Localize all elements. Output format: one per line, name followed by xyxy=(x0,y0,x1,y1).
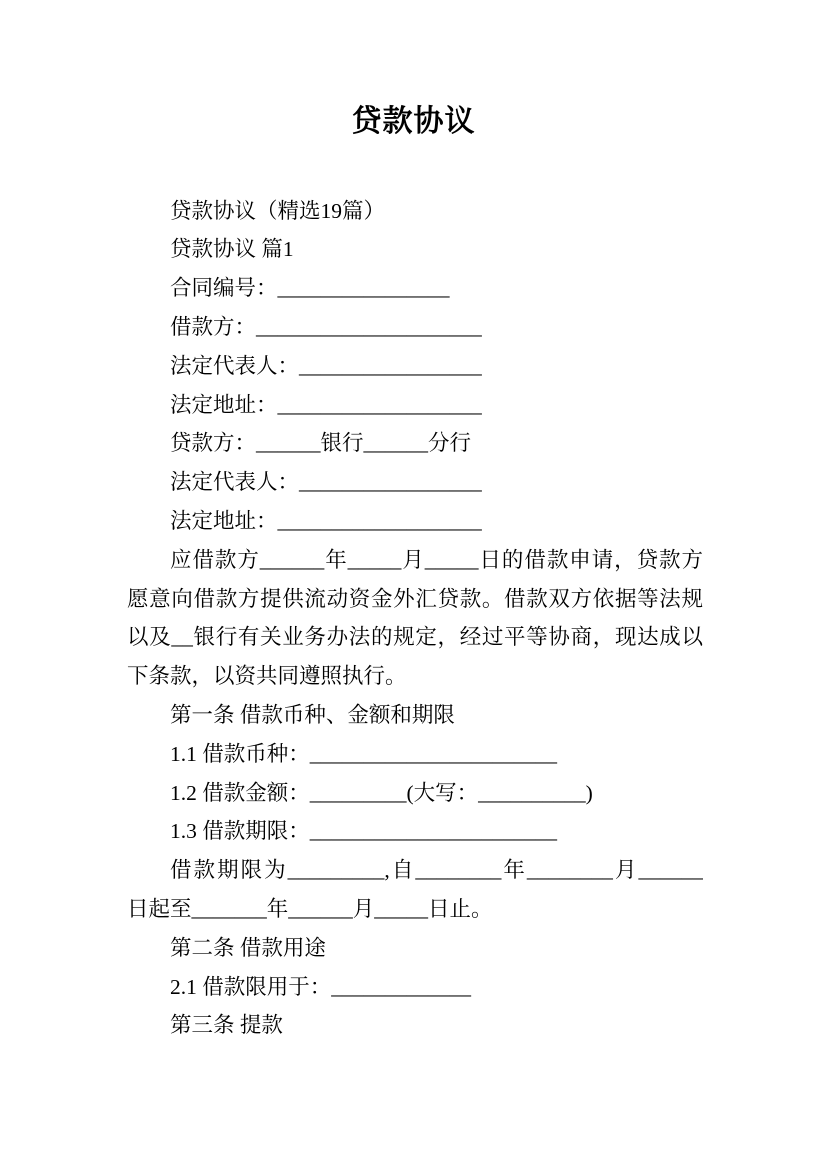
clause-2-1-purpose: 2.1 借款限用于：_____________ xyxy=(170,974,472,999)
document-subtitle: 贷款协议（精选19篇） xyxy=(170,198,386,223)
preamble-line: 应借款方______年_____月_____日的借款申请，贷款方 xyxy=(170,547,703,572)
article-3-heading: 第三条 提款 xyxy=(170,1013,283,1038)
loan-term-detail-line: 日起至_______年______月_____日止。 xyxy=(127,896,493,921)
lender-line: 贷款方：______银行______分行 xyxy=(170,431,472,456)
loan-term-detail-line: 借款期限为_________,自________年________月______ xyxy=(170,858,703,883)
article-1-heading: 第一条 借款币种、金额和期限 xyxy=(170,702,455,727)
preamble-line: 下条款，以资共同遵照执行。 xyxy=(127,664,407,689)
article-heading: 贷款协议 篇1 xyxy=(170,237,294,262)
preamble-line: 愿意向借款方提供流动资金外汇贷款。借款双方依据等法规 xyxy=(127,586,703,611)
lender-legal-rep-line: 法定代表人：_________________ xyxy=(170,470,482,495)
borrower-line: 借款方：_____________________ xyxy=(170,314,482,339)
clause-1-2-amount: 1.2 借款金额：_________(大写：__________) xyxy=(170,780,593,805)
preamble-line: 以及__银行有关业务办法的规定，经过平等协商，现达成以 xyxy=(127,625,703,650)
lender-address-line: 法定地址：___________________ xyxy=(170,508,482,533)
page-title: 贷款协议 xyxy=(351,105,476,138)
article-2-heading: 第二条 借款用途 xyxy=(170,935,326,960)
clause-1-1-currency: 1.1 借款币种：_______________________ xyxy=(170,741,558,766)
borrower-legal-rep-line: 法定代表人：_________________ xyxy=(170,353,482,378)
clause-1-3-term: 1.3 借款期限：_______________________ xyxy=(170,819,558,844)
contract-number-line: 合同编号：________________ xyxy=(170,276,450,301)
borrower-address-line: 法定地址：___________________ xyxy=(170,392,482,417)
document-body xyxy=(127,192,703,1046)
